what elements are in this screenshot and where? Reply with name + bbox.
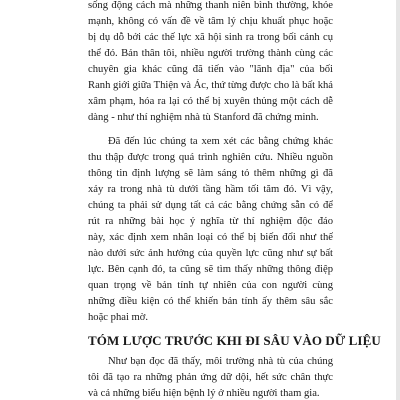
text-line: rút ra những bài học ý nghĩa từ thí nghiệm độc đáo [88,216,333,227]
text-line: quan trọng về bản tính tự nhiên của con người cùng [88,280,333,291]
text-line: và cả những biểu hiện bệnh lý ở nhiều người tham gia. [88,388,320,399]
text-line: thông tin định lượng sẽ làm sáng tỏ thêm những gì đã [88,168,333,179]
text-line: chúng ta phải sử dụng tất cả các bằng chứng sẵn có để [88,200,333,211]
text-line: này, xác định xem nhân loại có thể bị biến đổi như thế [88,232,333,243]
text-line: những điều kiện có thể khiến bản tính ấy thêm sâu sắc [88,296,333,307]
paragraph-3 [88,354,333,400]
text-line: Đã đến lúc chúng ta xem xét các bằng chứng khác [108,136,333,147]
text-line: mạnh, không có vấn đề về tâm lý chịu khuất phục hoặc [88,16,333,27]
text-line: bị dụ dỗ bởi các thế lực xã hội sinh ra trong bối cảnh cụ [88,32,333,43]
text-line: hoặc phai mờ. [88,312,149,323]
text-line: chuyên gia khác cũng đã tiến vào "lãnh địa" của bối [88,64,333,75]
text-line: thu thập được trong quá trình nghiên cứu. Nhiều nguồn [88,152,333,163]
text-line: Như bạn đọc đã thấy, môi trường nhà tù của chúng [108,356,333,367]
page-edge [396,0,400,400]
text-line: tôi đã tạo ra những phản ứng dữ dội, hết sức chân thực [88,372,333,383]
section-heading: TÓM LƯỢC TRƯỚC KHI ĐI SÂU VÀO DỮ LIỆU [88,333,381,348]
text-line: xâm phạm, hóa ra lại có thể bị xuyên thủng một cách dễ [88,96,333,107]
text-line: dàng - như thí nghiệm nhà tù Stanford đã chứng minh. [88,112,319,123]
text-line: Ranh giới giữa Thiện và Ác, thứ từng được cho là bất khả [88,80,333,91]
paragraph-2 [88,134,333,326]
text-line: lực. Bên cạnh đó, ta cũng sẽ tìm thấy những thông điệp [88,264,333,275]
text-line: thể đó. Bản thân tôi, nhiều người trường thành cùng các [88,48,333,59]
text-column [88,0,381,400]
paragraph-1 [88,0,333,126]
text-line: nào dưới sức ảnh hưởng của quyền lực cũng như sự bất [88,248,333,259]
paragraph-gap [88,126,333,134]
text-line: xảy ra trong nhà tù dưới tầng hầm tối tăm đó. Vì vậy, [88,184,333,195]
text-line: sống động cách mà những thanh niên bình thường, khỏe [88,0,333,11]
